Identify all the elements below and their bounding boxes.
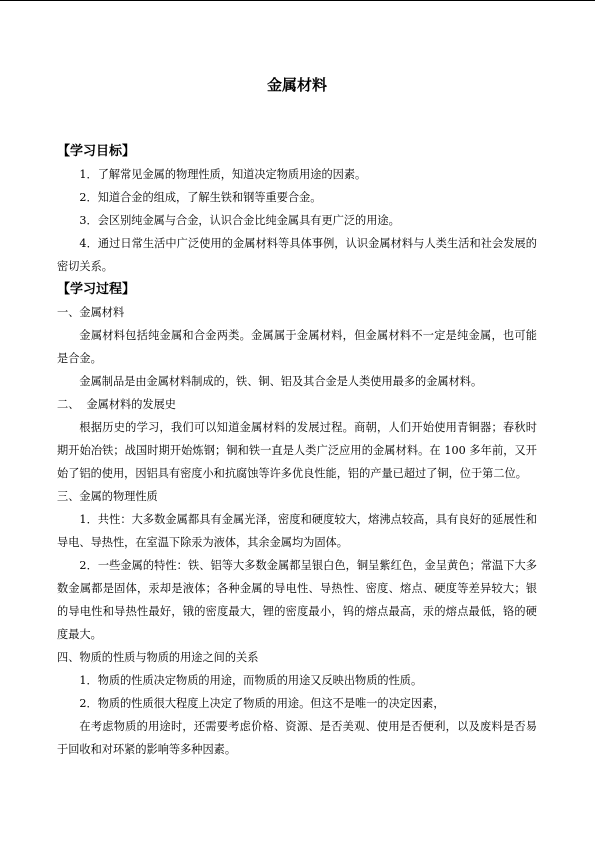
goals-heading: 【学习目标】: [57, 144, 136, 159]
section-4-paragraph-3: 在考虑物质的用途时，还需要考虑价格、资源、是否美观、使用是否便利，以及废料是否易于回收和对环紧的影响等多种因素。: [57, 720, 537, 756]
section-4-paragraph-2: 2．物质的性质很大程度上决定了物质的用途。但这不是唯一的决定因素，: [79, 697, 445, 710]
page-title: 金属材料: [266, 76, 327, 94]
document-body: [57, 140, 537, 761]
process-heading: 【学习过程】: [57, 282, 136, 297]
goal-item-2: 2．知道合金的组成，了解生铁和钢等重要合金。: [79, 191, 322, 204]
section-3-heading: 三、金属的物理性质: [57, 490, 158, 503]
section-3-paragraph-2: 2．一些金属的特性：铁、铝等大多数金属都呈银白色，铜呈紫红色，金呈黄色；常温下大多数金属都是固体，汞却是液体；各种金属的导电性、导热性、密度、熔点、硬度等差异较大；银的导电性和导热性最好，锇的密度最大，锂的密度最小，钨的熔点最高，汞的熔点最低，铬的硬度最大。: [57, 559, 537, 641]
section-1-heading: 一、金属材料: [57, 306, 125, 319]
goal-item-3: 3．会区别纯金属与合金，认识合金比纯金属具有更广泛的用途。: [79, 214, 400, 227]
section-4-paragraph-1: 1．物质的性质决定物质的用途，而物质的用途又反映出物质的性质。: [79, 674, 423, 687]
section-2-paragraph-1: 根据历史的学习，我们可以知道金属材料的发展过程。商朝，人们开始使用青铜器；春秋时期开始冶铁；战国时期开始炼钢；铜和铁一直是人类广泛应用的金属材料。在 100 多年前，又开始了铝的使用，因铝具有密度小和抗腐蚀等许多优良性能，铝的产量已超过了铜，位于第二位。: [57, 421, 537, 480]
goal-item-1: 1．了解常见金属的物理性质，知道决定物质用途的因素。: [79, 168, 367, 181]
section-1-paragraph-2: 金属制品是由金属材料制成的，铁、铜、铝及其合金是人类使用最多的金属材料。: [79, 375, 483, 388]
goal-item-4: 4．通过日常生活中广泛使用的金属材料等具体事例，认识金属材料与人类生活和社会发展的密切关系。: [57, 237, 537, 273]
section-1-paragraph-1: 金属材料包括纯金属和合金两类。金属属于金属材料，但金属材料不一定是纯金属，也可能是合金。: [57, 329, 537, 365]
top-rule: [0, 0, 595, 1]
section-4-heading: 四、物质的性质与物质的用途之间的关系: [57, 651, 259, 664]
section-3-paragraph-1: 1．共性：大多数金属都具有金属光泽，密度和硬度较大，熔沸点较高，具有良好的延展性和导电、导热性，在室温下除汞为液体，其余金属均为固体。: [57, 513, 537, 549]
section-2-heading: 二、 金属材料的发展史: [57, 398, 176, 411]
